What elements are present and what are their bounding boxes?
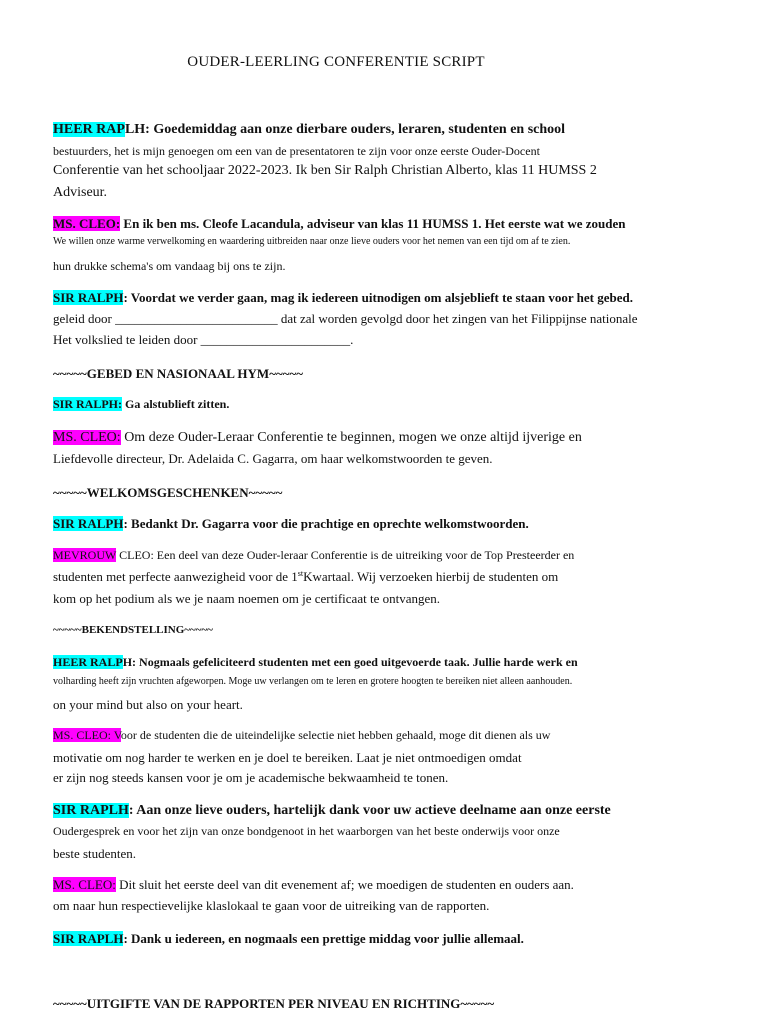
dialogue-line: HEER RAPLH: Goedemiddag aan onze dierbare ouders, leraren, studenten en school [53,122,566,137]
speaker-highlight: HEER RALP [53,655,123,669]
section-heading: ~~~~~UITGIFTE VAN DE RAPPORTEN PER NIVEAU EN RICHTING~~~~~ [53,996,495,1011]
dialogue-line: motivatie om nog harder te werken en je doel te bereiken. Laat je niet ontmoedigen omdat [53,750,522,765]
dialogue-line: er zijn nog steeds kansen voor je om je academische bekwaamheid te tonen. [53,770,449,785]
dialogue-line: SIR RAPLH: Aan onze lieve ouders, hartelijk dank voor uw actieve deelname aan onze eerste [53,803,611,818]
speaker-highlight: SIR RALPH [53,516,124,531]
section-heading: ~~~~~GEBED EN NASIONAAL HYM~~~~~ [53,366,303,381]
speaker-highlight: SIR RAPLH [53,803,129,818]
dialogue-line: SIR RALPH: Ga alstublieft zitten. [53,397,230,411]
document-title: OUDER-LEERLING CONFERENTIE SCRIPT [187,54,485,70]
speaker-highlight: MS. CLEO: V [53,728,121,742]
dialogue-line: Adviseur. [53,185,108,200]
dialogue-line: HEER RALPH: Nogmaals gefeliciteerd studenten met een goed uitgevoerde taak. Jullie harde werk en [53,655,578,669]
dialogue-line: on your mind but also on your heart. [53,697,243,712]
dialogue-line: beste studenten. [53,846,137,861]
dialogue-line: studenten met perfecte aanwezigheid voor de 1stKwartaal. Wij verzoeken hierbij de studenten om [53,569,559,584]
dialogue-line: kom op het podium als we je naam noemen om je certificaat te ontvangen. [53,591,440,606]
dialogue-line: bestuurders, het is mijn genoegen om een van de presentatoren te zijn voor onze eerste Ouder-Docent [53,144,540,158]
dialogue-line: volharding heeft zijn vruchten afgeworpen. Moge uw verlangen om te leren en grotere hoogten te bereiken niet alleen aanhouden. [53,676,573,687]
speaker-highlight: MS. CLEO: [53,216,121,231]
dialogue-line: geleid door _________________________ dat zal worden gevolgd door het zingen van het Filippijnse nationale [53,311,638,326]
dialogue-line: MS. CLEO: En ik ben ms. Cleofe Lacandula, adviseur van klas 11 HUMSS 1. Het eerste wat we zouden [53,216,626,231]
dialogue-line: Liefdevolle directeur, Dr. Adelaida C. Gagarra, om haar welkomstwoorden te geven. [53,451,493,466]
dialogue-line: MS. CLEO: Voor de studenten die de uiteindelijke selectie niet hebben gehaald, moge dit dienen als uw [53,728,551,742]
dialogue-line: Conferentie van het schooljaar 2022-2023. Ik ben Sir Ralph Christian Alberto, klas 11 HUMSS 2 [53,163,597,178]
dialogue-line: MS. CLEO: Dit sluit het eerste deel van dit evenement af; we moedigen de studenten en ouders aan. [53,877,574,892]
dialogue-line: SIR RALPH: Bedankt Dr. Gagarra voor die prachtige en oprechte welkomstwoorden. [53,516,529,531]
speaker-highlight: SIR RAPLH [53,931,124,946]
section-heading: ~~~~~WELKOMSGESCHENKEN~~~~~ [53,485,283,500]
speaker-highlight: MS. CLEO: [53,430,121,445]
dialogue-line: SIR RALPH: Voordat we verder gaan, mag ik iedereen uitnodigen om alsjeblieft te staan voor het gebed. [53,290,633,305]
speaker-highlight: SIR RALPH [53,290,124,305]
speaker-highlight: MEVROUW [53,548,117,562]
dialogue-line: SIR RAPLH: Dank u iedereen, en nogmaals een prettige middag voor jullie allemaal. [53,931,524,946]
dialogue-line: Oudergesprek en voor het zijn van onze bondgenoot in het waarborgen van het beste onderwijs voor onze [53,824,560,838]
section-heading: ~~~~~BEKENDSTELLING~~~~~ [53,624,213,636]
speaker-highlight: SIR RALPH: [53,397,123,411]
dialogue-line: om naar hun respectievelijke klaslokaal te gaan voor de uitreiking van de rapporten. [53,898,490,913]
dialogue-line: Het volkslied te leiden door _______________________. [53,332,354,347]
dialogue-line: hun drukke schema's om vandaag bij ons te zijn. [53,259,286,273]
speaker-highlight: HEER RAP [53,122,125,137]
dialogue-line: MS. CLEO: Om deze Ouder-Leraar Conferentie te beginnen, mogen we onze altijd ijverige en [53,430,582,445]
speaker-highlight: MS. CLEO: [53,877,116,892]
dialogue-line: We willen onze warme verwelkoming en waardering uitbreiden naar onze lieve ouders voor het nemen van een tijd om af te zien. [53,236,571,247]
dialogue-line: MEVROUW CLEO: Een deel van deze Ouder-leraar Conferentie is de uitreiking voor de Top Presteerder en [53,548,575,562]
